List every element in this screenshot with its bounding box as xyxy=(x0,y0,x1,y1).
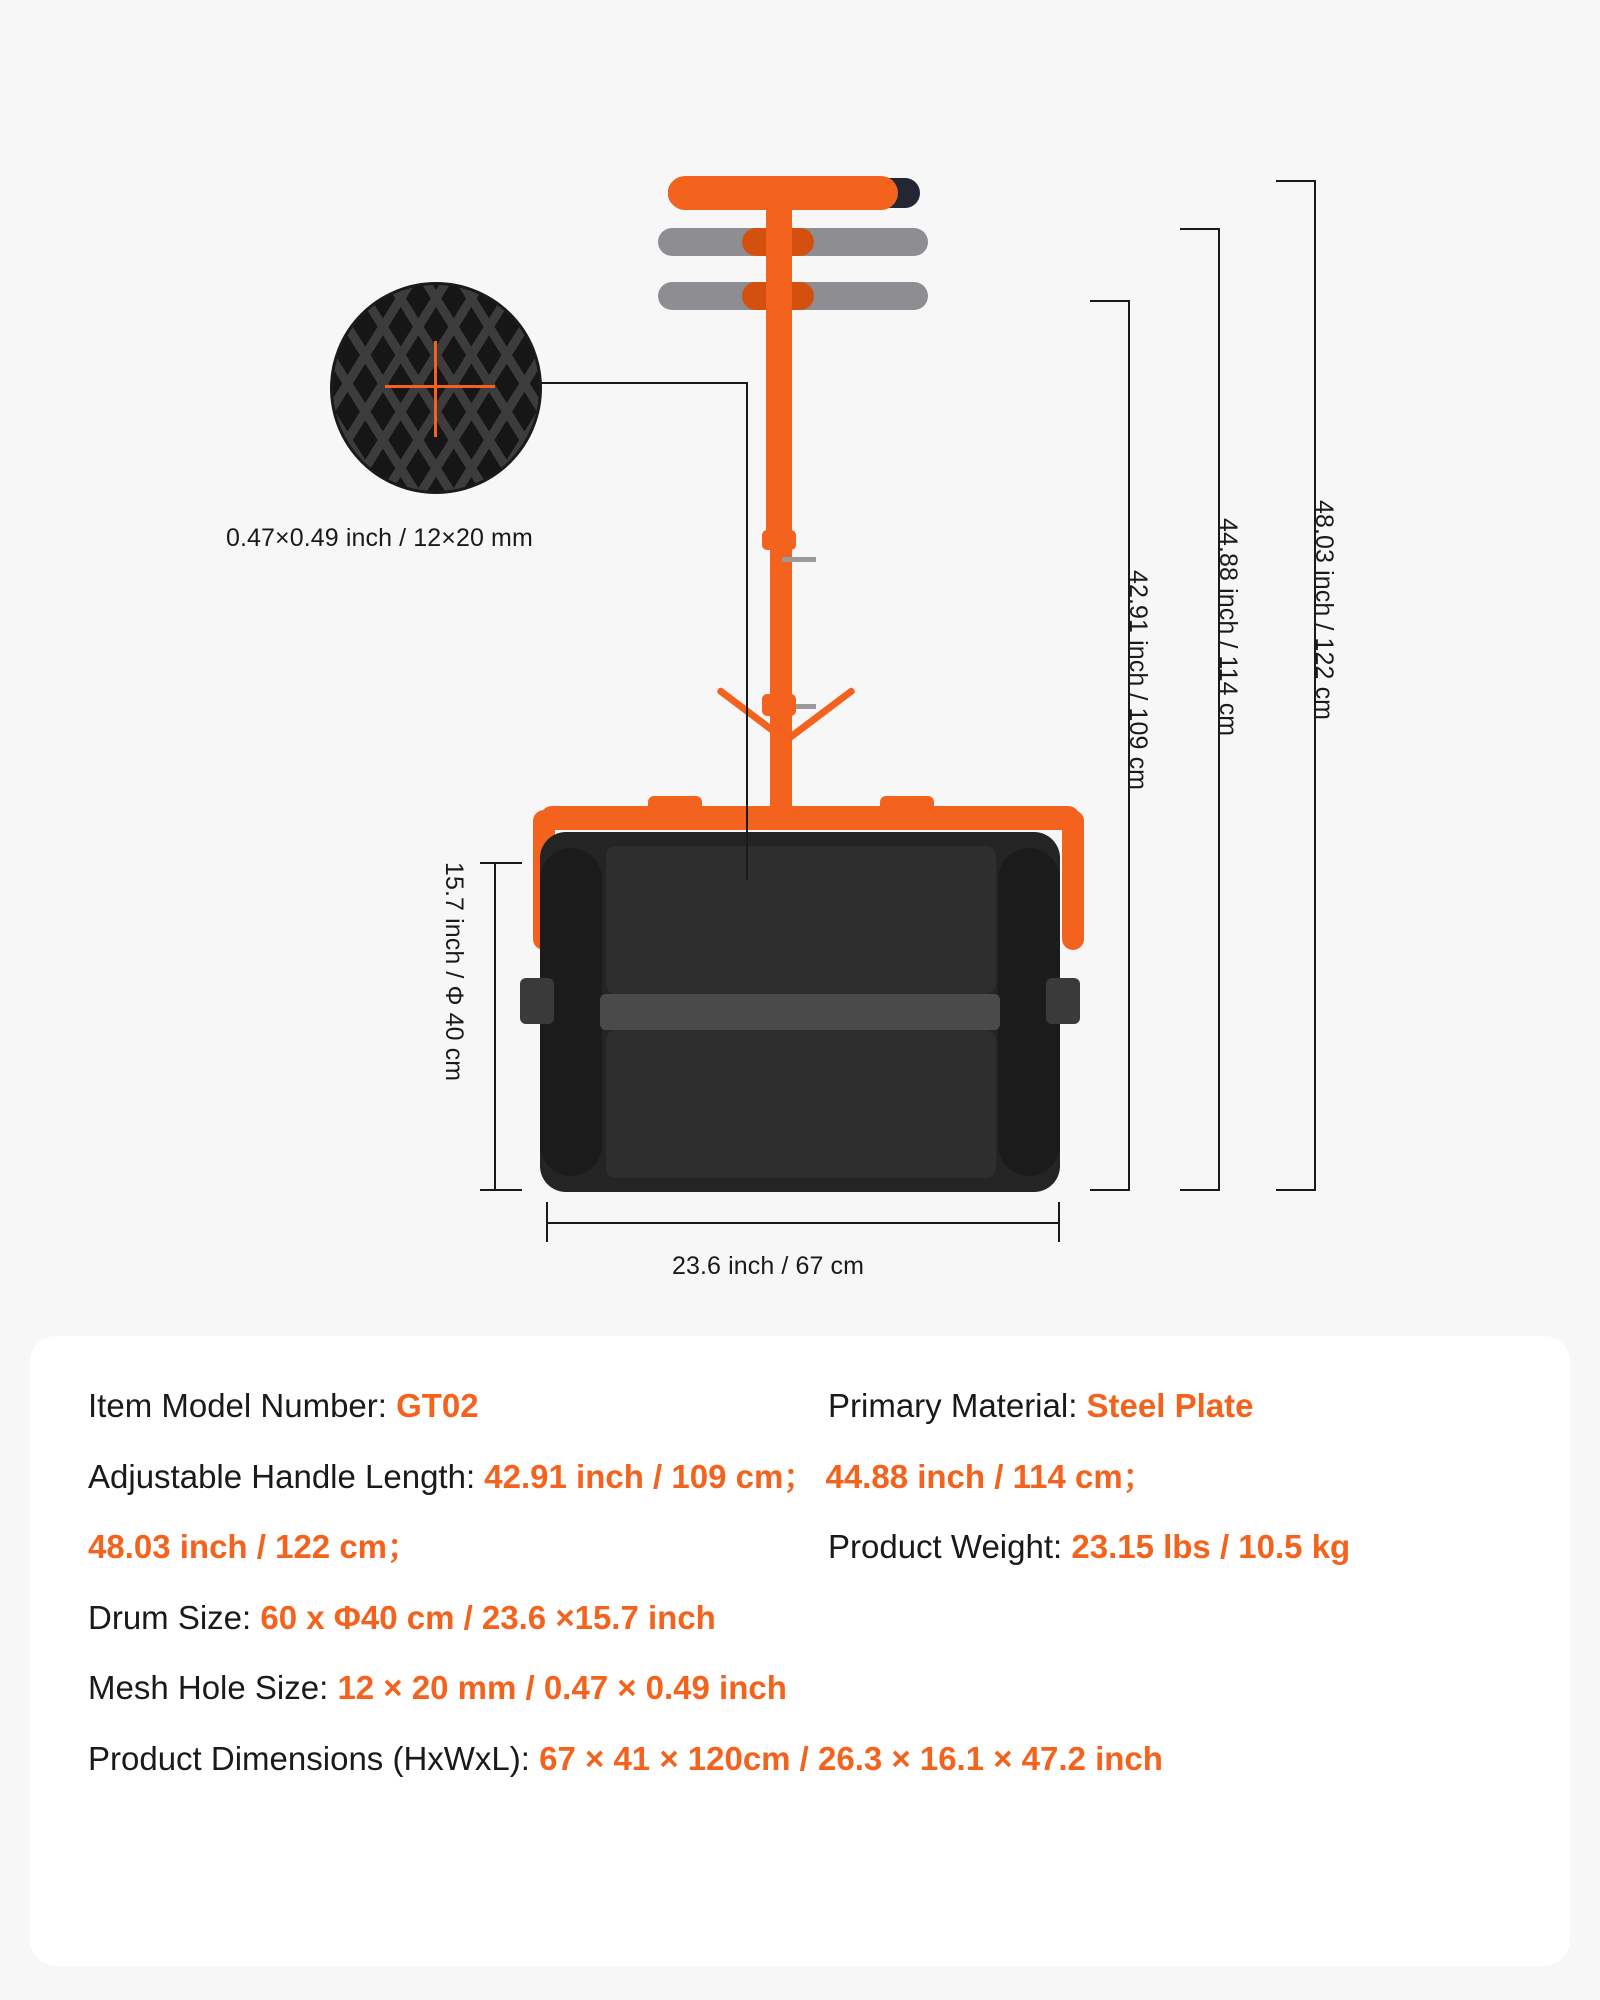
handle-adjust-collar-upper xyxy=(762,530,796,550)
spec-material-value: Steel Plate xyxy=(1086,1387,1254,1424)
spec-mesh-hole xyxy=(88,1666,787,1711)
dim-drum-width-tick-right xyxy=(1058,1202,1060,1242)
spec-row-handle-cont-weight xyxy=(88,1525,1512,1570)
frame-bracket-left xyxy=(648,796,702,820)
spec-drum-size-value: 60 x Φ40 cm / 23.6 ×15.7 inch xyxy=(260,1598,716,1636)
frame-crossbar xyxy=(540,806,1080,830)
drum-mesh-lower xyxy=(606,1030,996,1178)
spec-product-dimensions-value: 67 × 41 × 120cm / 26.3 × 16.1 × 47.2 inch xyxy=(539,1739,1163,1777)
dim-handle-mid-tick-bottom xyxy=(1180,1189,1220,1191)
specifications-card xyxy=(30,1336,1570,1966)
handle-pole-upper xyxy=(766,190,792,540)
spec-weight xyxy=(828,1525,1512,1570)
drum-latch-left xyxy=(520,978,554,1024)
drum-center-seam xyxy=(600,994,1000,1030)
spec-drum-size xyxy=(88,1596,716,1641)
handle-pole-lower xyxy=(770,530,792,820)
dim-handle-max-tick-top xyxy=(1276,180,1316,182)
drum-latch-right xyxy=(1046,978,1080,1024)
spec-model-value: GT02 xyxy=(396,1387,479,1424)
dim-drum-width-line xyxy=(546,1222,1060,1224)
spec-product-dimensions-label: Product Dimensions (HxWxL): xyxy=(88,1739,530,1777)
dim-handle-min-tick-bottom xyxy=(1090,1189,1130,1191)
dim-handle-mid-tick-top xyxy=(1180,228,1220,230)
handle-bolt-upper xyxy=(782,557,816,562)
spec-row-handle-length xyxy=(88,1455,1512,1500)
mesh-measure-crosshair-horizontal xyxy=(385,385,495,388)
mesh-callout-leader-horizontal xyxy=(536,382,748,384)
dim-handle-max-label: 48.03 inch / 122 cm xyxy=(1310,500,1338,721)
spec-model xyxy=(88,1384,828,1429)
frame-bracket-right xyxy=(880,796,934,820)
spec-row-model-material xyxy=(88,1384,1512,1429)
dim-drum-diameter-tick-bottom xyxy=(480,1189,522,1191)
spec-handle-length-cont xyxy=(88,1525,828,1570)
dim-handle-mid-label: 44.88 inch / 114 cm xyxy=(1214,518,1242,737)
dim-handle-max-tick-bottom xyxy=(1276,1189,1316,1191)
spec-weight-value: 23.15 lbs / 10.5 kg xyxy=(1071,1528,1351,1566)
spec-product-dimensions xyxy=(88,1737,1163,1782)
spec-material xyxy=(828,1384,1512,1429)
spec-handle-length-value-cont: 48.03 inch / 122 cm； xyxy=(88,1528,421,1566)
spec-model-label: Item Model Number: xyxy=(88,1387,387,1424)
mesh-magnifier xyxy=(330,282,542,494)
spec-drum-size-label: Drum Size: xyxy=(88,1598,252,1636)
spec-mesh-hole-value: 12 × 20 mm / 0.47 × 0.49 inch xyxy=(337,1669,787,1707)
spec-row-product-dimensions xyxy=(88,1737,1512,1782)
spec-handle-length-value: 42.91 inch / 109 cm； 44.88 inch / 114 cm； xyxy=(484,1457,1156,1495)
spec-row-drum-size xyxy=(88,1596,1512,1641)
dim-drum-diameter-tick-top xyxy=(480,862,522,864)
frame-arm-right xyxy=(1062,810,1084,950)
dim-drum-diameter-line xyxy=(494,862,496,1190)
spec-weight-label: Product Weight: xyxy=(828,1528,1063,1566)
spec-row-mesh-hole xyxy=(88,1666,1512,1711)
spec-material-label: Primary Material: xyxy=(828,1387,1078,1424)
handle-adjust-collar-lower xyxy=(762,694,796,716)
drum-mesh-upper xyxy=(606,846,996,994)
dim-drum-width-label: 23.6 inch / 67 cm xyxy=(672,1252,865,1280)
dim-handle-min-tick-top xyxy=(1090,300,1130,302)
dim-drum-diameter-label: 15.7 inch / Φ 40 cm xyxy=(440,862,468,1082)
mesh-callout-label: 0.47×0.49 inch / 12×20 mm xyxy=(226,524,533,552)
spec-mesh-hole-label: Mesh Hole Size: xyxy=(88,1669,329,1707)
mesh-measure-crosshair-vertical xyxy=(434,341,437,437)
dim-drum-width-tick-left xyxy=(546,1202,548,1242)
spec-handle-length-label: Adjustable Handle Length: xyxy=(88,1457,476,1495)
dim-handle-min-label: 42.91 inch / 109 cm xyxy=(1124,570,1152,791)
mesh-callout-leader-vertical xyxy=(746,382,748,880)
spec-handle-length xyxy=(88,1455,1156,1500)
